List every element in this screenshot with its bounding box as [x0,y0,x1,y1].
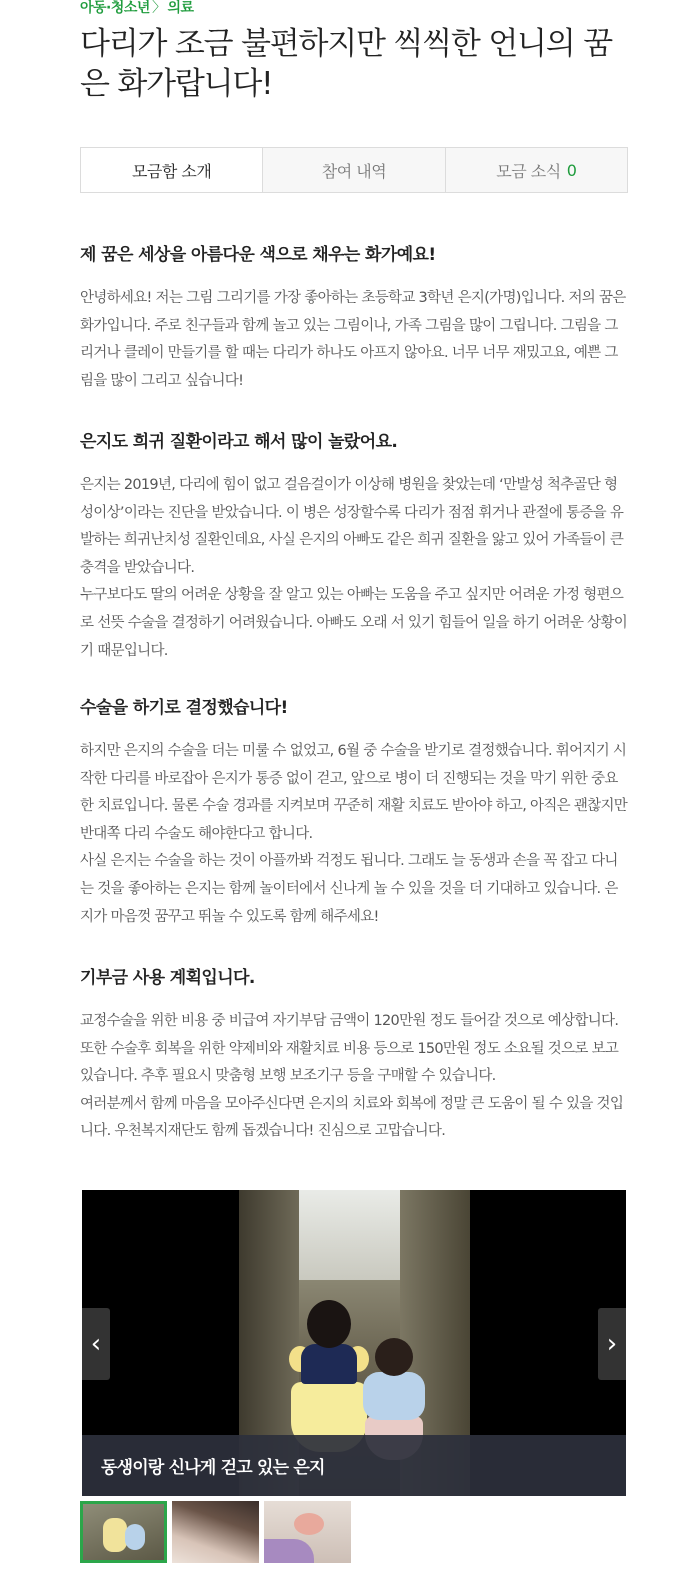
tab-label: 모금 소식 [496,161,561,181]
thumbnail-1[interactable] [80,1501,167,1563]
tab-news[interactable] [445,148,627,192]
section-paragraph: 사실 은지는 수술을 하는 것이 아플까봐 걱정도 됩니다. 그래도 늘 동생과 손을 꼭 잡고 다니는 것을 좋아하는 은지는 함께 놀이터에서 신나게 놀 수 있을 것을 더 기대하고 있습니다. 은지가 마음껏 꿈꾸고 뛰놀 수 있도록 함께 해주세요! [80,853,618,925]
news-count-badge: 0 [566,160,577,180]
section-heading: 제 꿈은 세상을 아름다운 색으로 채우는 화가예요! [80,245,436,265]
category-secondary[interactable]: 의료 [167,0,194,16]
story-section-diagnosis [80,431,628,665]
section-paragraph: 교정수술을 위한 비용 중 비급여 자기부담 금액이 120만원 정도 들어갈 것으로 예상합니다. 또한 수술후 회복을 위한 약제비와 재활치료 비용 등으로 150만원 정도 소요될 것으로 보고 있습니다. 추후 필요시 맞춤형 보행 보조기구 등을 구매할 수 있습니다. [80,1013,619,1085]
section-paragraph: 안녕하세요! 저는 그림 그리기를 가장 좋아하는 초등학교 3학년 은지(가명)입니다. 저의 꿈은 화가입니다. 주로 친구들과 함께 놀고 있는 그림이나, 가족 그림을 많이 그립니다. 그림을 그리거나 클레이 만들기를 할 때는 다리가 하나도 아프지 않아요. 너무 너무 재밌고요, 예쁜 그림을 많이 그리고 싶습니다! [80,290,626,389]
section-heading: 수술을 하기로 결정했습니다! [80,698,288,718]
section-paragraph: 여러분께서 함께 마음을 모아주신다면 은지의 치료와 회복에 정말 큰 도움이 될 수 있을 것입니다. 우천복지재단도 함께 돕겠습니다! 진심으로 고맙습니다. [80,1095,624,1140]
photo-caption: 동생이랑 신나게 걷고 있는 은지 [82,1435,626,1496]
photo-gallery [82,1190,626,1496]
thumbnail-strip [80,1501,351,1563]
section-heading: 기부금 사용 계획입니다. [80,968,255,988]
page-title: 다리가 조금 불편하지만 씩씩한 언니의 꿈은 화가랍니다! [80,26,612,102]
section-paragraph: 누구보다도 딸의 어려운 상황을 잘 알고 있는 아빠는 도움을 주고 싶지만 어려운 가정 형편으로 선뜻 수술을 결정하기 어려웠습니다. 아빠도 오래 서 있기 힘들어 일을 하기 어려운 상황이기 때문입니다. [80,587,628,659]
story-section-surgery [80,697,628,931]
breadcrumb [80,0,194,17]
section-paragraph: 은지는 2019년, 다리에 힘이 없고 걸음걸이가 이상해 병원을 찾았는데 ‘만발성 척추골단 형성이상’이라는 진단을 받았습니다. 이 병은 성장할수록 다리가 점점 휘거나 관절에 통증을 유발하는 희귀난치성 질환인데요, 사실 은지의 아빠도 같은 희귀 질환을 앓고 있어 가족들이 큰 충격을 받았습니다. [80,477,624,576]
section-paragraph: 하지만 은지의 수술을 더는 미룰 수 없었고, 6월 중 수술을 받기로 결정했습니다. 휘어지기 시작한 다리를 바로잡아 은지가 통증 없이 걷고, 앞으로 병이 더 진행되는 것을 막기 위한 중요한 치료입니다. 물론 수술 경과를 지켜보며 꾸준히 재활 치료도 받아야 하고, 아직은 괜찮지만 반대쪽 다리 수술도 해야한다고 합니다. [80,743,628,842]
prev-arrow-icon[interactable]: ‹ [82,1308,110,1380]
story-section-donation-plan [80,967,628,1146]
thumbnail-3[interactable] [264,1501,351,1563]
tab-introduction[interactable] [81,148,262,192]
thumbnail-2[interactable] [172,1501,259,1563]
tab-participation[interactable] [262,148,444,192]
next-arrow-icon[interactable]: › [598,1308,626,1380]
section-heading: 은지도 희귀 질환이라고 해서 많이 놀랐어요. [80,432,398,452]
tab-label: 모금함 소개 [131,161,212,181]
chevron-right-icon: 〉 [151,0,166,16]
tab-label: 참여 내역 [321,161,387,181]
story-section-dream [80,244,628,395]
tab-bar [80,147,628,193]
category-primary[interactable]: 아동·청소년 [80,0,150,16]
